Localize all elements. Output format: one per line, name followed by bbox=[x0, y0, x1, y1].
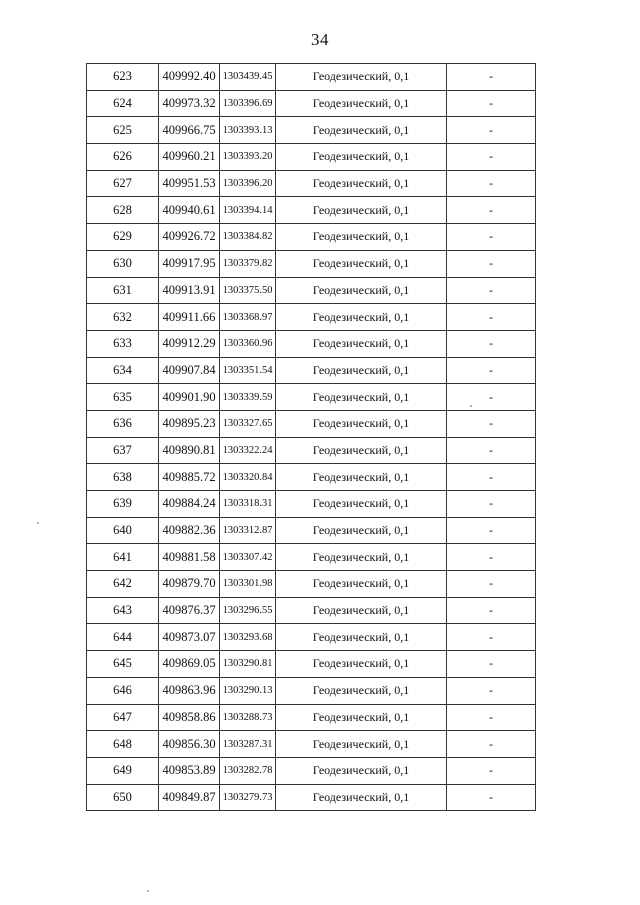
table-row bbox=[87, 144, 536, 171]
y-coordinate-cell: 1303301.98 bbox=[220, 571, 276, 598]
method-accuracy-cell: Геодезический, 0,1 bbox=[276, 464, 447, 491]
x-coordinate-cell: 409926.72 bbox=[159, 224, 220, 251]
x-coordinate-cell: 409960.21 bbox=[159, 144, 220, 171]
table-row bbox=[87, 651, 536, 678]
empty-value-cell: - bbox=[447, 357, 536, 384]
point-number-cell: 629 bbox=[87, 224, 159, 251]
x-coordinate-cell: 409951.53 bbox=[159, 170, 220, 197]
y-coordinate-cell: 1303307.42 bbox=[220, 544, 276, 571]
point-number-cell: 625 bbox=[87, 117, 159, 144]
y-coordinate-cell: 1303375.50 bbox=[220, 277, 276, 304]
scan-speck bbox=[470, 405, 472, 407]
y-coordinate-cell: 1303396.20 bbox=[220, 170, 276, 197]
table-row bbox=[87, 437, 536, 464]
empty-value-cell: - bbox=[447, 197, 536, 224]
x-coordinate-cell: 409973.32 bbox=[159, 90, 220, 117]
method-accuracy-cell: Геодезический, 0,1 bbox=[276, 491, 447, 518]
table-row bbox=[87, 64, 536, 91]
y-coordinate-cell: 1303279.73 bbox=[220, 784, 276, 811]
x-coordinate-cell: 409917.95 bbox=[159, 250, 220, 277]
y-coordinate-cell: 1303351.54 bbox=[220, 357, 276, 384]
x-coordinate-cell: 409895.23 bbox=[159, 410, 220, 437]
x-coordinate-cell: 409913.91 bbox=[159, 277, 220, 304]
x-coordinate-cell: 409992.40 bbox=[159, 64, 220, 91]
y-coordinate-cell: 1303320.84 bbox=[220, 464, 276, 491]
point-number-cell: 632 bbox=[87, 304, 159, 331]
x-coordinate-cell: 409885.72 bbox=[159, 464, 220, 491]
y-coordinate-cell: 1303288.73 bbox=[220, 704, 276, 731]
point-number-cell: 627 bbox=[87, 170, 159, 197]
y-coordinate-cell: 1303339.59 bbox=[220, 384, 276, 411]
table-row bbox=[87, 544, 536, 571]
method-accuracy-cell: Геодезический, 0,1 bbox=[276, 677, 447, 704]
x-coordinate-cell: 409890.81 bbox=[159, 437, 220, 464]
y-coordinate-cell: 1303368.97 bbox=[220, 304, 276, 331]
x-coordinate-cell: 409853.89 bbox=[159, 757, 220, 784]
table-row bbox=[87, 277, 536, 304]
table-row bbox=[87, 90, 536, 117]
method-accuracy-cell: Геодезический, 0,1 bbox=[276, 731, 447, 758]
point-number-cell: 644 bbox=[87, 624, 159, 651]
x-coordinate-cell: 409882.36 bbox=[159, 517, 220, 544]
y-coordinate-cell: 1303439.45 bbox=[220, 64, 276, 91]
empty-value-cell: - bbox=[447, 624, 536, 651]
y-coordinate-cell: 1303384.82 bbox=[220, 224, 276, 251]
y-coordinate-cell: 1303312.87 bbox=[220, 517, 276, 544]
method-accuracy-cell: Геодезический, 0,1 bbox=[276, 304, 447, 331]
y-coordinate-cell: 1303360.96 bbox=[220, 330, 276, 357]
method-accuracy-cell: Геодезический, 0,1 bbox=[276, 277, 447, 304]
method-accuracy-cell: Геодезический, 0,1 bbox=[276, 571, 447, 598]
empty-value-cell: - bbox=[447, 784, 536, 811]
x-coordinate-cell: 409911.66 bbox=[159, 304, 220, 331]
method-accuracy-cell: Геодезический, 0,1 bbox=[276, 117, 447, 144]
point-number-cell: 637 bbox=[87, 437, 159, 464]
point-number-cell: 642 bbox=[87, 571, 159, 598]
point-number-cell: 648 bbox=[87, 731, 159, 758]
empty-value-cell: - bbox=[447, 757, 536, 784]
x-coordinate-cell: 409912.29 bbox=[159, 330, 220, 357]
y-coordinate-cell: 1303396.69 bbox=[220, 90, 276, 117]
point-number-cell: 641 bbox=[87, 544, 159, 571]
scan-speck bbox=[37, 522, 39, 524]
empty-value-cell: - bbox=[447, 704, 536, 731]
method-accuracy-cell: Геодезический, 0,1 bbox=[276, 757, 447, 784]
table-row bbox=[87, 170, 536, 197]
y-coordinate-cell: 1303379.82 bbox=[220, 250, 276, 277]
empty-value-cell: - bbox=[447, 651, 536, 678]
method-accuracy-cell: Геодезический, 0,1 bbox=[276, 704, 447, 731]
point-number-cell: 626 bbox=[87, 144, 159, 171]
table-row bbox=[87, 731, 536, 758]
method-accuracy-cell: Геодезический, 0,1 bbox=[276, 64, 447, 91]
method-accuracy-cell: Геодезический, 0,1 bbox=[276, 517, 447, 544]
empty-value-cell: - bbox=[447, 544, 536, 571]
x-coordinate-cell: 409879.70 bbox=[159, 571, 220, 598]
method-accuracy-cell: Геодезический, 0,1 bbox=[276, 784, 447, 811]
method-accuracy-cell: Геодезический, 0,1 bbox=[276, 90, 447, 117]
table-row bbox=[87, 197, 536, 224]
x-coordinate-cell: 409966.75 bbox=[159, 117, 220, 144]
empty-value-cell: - bbox=[447, 491, 536, 518]
y-coordinate-cell: 1303282.78 bbox=[220, 757, 276, 784]
point-number-cell: 640 bbox=[87, 517, 159, 544]
table-row bbox=[87, 117, 536, 144]
table-row bbox=[87, 410, 536, 437]
y-coordinate-cell: 1303290.13 bbox=[220, 677, 276, 704]
y-coordinate-cell: 1303393.20 bbox=[220, 144, 276, 171]
method-accuracy-cell: Геодезический, 0,1 bbox=[276, 410, 447, 437]
y-coordinate-cell: 1303287.31 bbox=[220, 731, 276, 758]
method-accuracy-cell: Геодезический, 0,1 bbox=[276, 144, 447, 171]
table-row bbox=[87, 464, 536, 491]
method-accuracy-cell: Геодезический, 0,1 bbox=[276, 250, 447, 277]
page-number: 34 bbox=[311, 30, 329, 49]
point-number-cell: 634 bbox=[87, 357, 159, 384]
point-number-cell: 647 bbox=[87, 704, 159, 731]
x-coordinate-cell: 409884.24 bbox=[159, 491, 220, 518]
point-number-cell: 650 bbox=[87, 784, 159, 811]
y-coordinate-cell: 1303394.14 bbox=[220, 197, 276, 224]
empty-value-cell: - bbox=[447, 117, 536, 144]
coordinates-table-body bbox=[87, 64, 536, 811]
empty-value-cell: - bbox=[447, 330, 536, 357]
table-row bbox=[87, 704, 536, 731]
table-row bbox=[87, 597, 536, 624]
method-accuracy-cell: Геодезический, 0,1 bbox=[276, 437, 447, 464]
table-row bbox=[87, 250, 536, 277]
method-accuracy-cell: Геодезический, 0,1 bbox=[276, 170, 447, 197]
y-coordinate-cell: 1303290.81 bbox=[220, 651, 276, 678]
method-accuracy-cell: Геодезический, 0,1 bbox=[276, 224, 447, 251]
x-coordinate-cell: 409873.07 bbox=[159, 624, 220, 651]
empty-value-cell: - bbox=[447, 437, 536, 464]
table-row bbox=[87, 224, 536, 251]
empty-value-cell: - bbox=[447, 731, 536, 758]
x-coordinate-cell: 409856.30 bbox=[159, 731, 220, 758]
point-number-cell: 630 bbox=[87, 250, 159, 277]
y-coordinate-cell: 1303296.55 bbox=[220, 597, 276, 624]
table-row bbox=[87, 571, 536, 598]
x-coordinate-cell: 409881.58 bbox=[159, 544, 220, 571]
empty-value-cell: - bbox=[447, 170, 536, 197]
x-coordinate-cell: 409940.61 bbox=[159, 197, 220, 224]
y-coordinate-cell: 1303318.31 bbox=[220, 491, 276, 518]
x-coordinate-cell: 409901.90 bbox=[159, 384, 220, 411]
point-number-cell: 643 bbox=[87, 597, 159, 624]
point-number-cell: 639 bbox=[87, 491, 159, 518]
empty-value-cell: - bbox=[447, 304, 536, 331]
empty-value-cell: - bbox=[447, 464, 536, 491]
y-coordinate-cell: 1303327.65 bbox=[220, 410, 276, 437]
method-accuracy-cell: Геодезический, 0,1 bbox=[276, 651, 447, 678]
y-coordinate-cell: 1303293.68 bbox=[220, 624, 276, 651]
point-number-cell: 623 bbox=[87, 64, 159, 91]
table-row bbox=[87, 757, 536, 784]
table-row bbox=[87, 357, 536, 384]
x-coordinate-cell: 409863.96 bbox=[159, 677, 220, 704]
point-number-cell: 638 bbox=[87, 464, 159, 491]
point-number-cell: 649 bbox=[87, 757, 159, 784]
empty-value-cell: - bbox=[447, 410, 536, 437]
table-row bbox=[87, 304, 536, 331]
empty-value-cell: - bbox=[447, 597, 536, 624]
point-number-cell: 645 bbox=[87, 651, 159, 678]
method-accuracy-cell: Геодезический, 0,1 bbox=[276, 624, 447, 651]
scan-speck bbox=[147, 890, 149, 892]
point-number-cell: 624 bbox=[87, 90, 159, 117]
point-number-cell: 635 bbox=[87, 384, 159, 411]
point-number-cell: 646 bbox=[87, 677, 159, 704]
y-coordinate-cell: 1303393.13 bbox=[220, 117, 276, 144]
table-row bbox=[87, 384, 536, 411]
empty-value-cell: - bbox=[447, 677, 536, 704]
method-accuracy-cell: Геодезический, 0,1 bbox=[276, 384, 447, 411]
empty-value-cell: - bbox=[447, 90, 536, 117]
x-coordinate-cell: 409907.84 bbox=[159, 357, 220, 384]
point-number-cell: 636 bbox=[87, 410, 159, 437]
method-accuracy-cell: Геодезический, 0,1 bbox=[276, 544, 447, 571]
point-number-cell: 628 bbox=[87, 197, 159, 224]
point-number-cell: 631 bbox=[87, 277, 159, 304]
table-row bbox=[87, 784, 536, 811]
empty-value-cell: - bbox=[447, 250, 536, 277]
y-coordinate-cell: 1303322.24 bbox=[220, 437, 276, 464]
empty-value-cell: - bbox=[447, 224, 536, 251]
table-row bbox=[87, 517, 536, 544]
method-accuracy-cell: Геодезический, 0,1 bbox=[276, 357, 447, 384]
x-coordinate-cell: 409869.05 bbox=[159, 651, 220, 678]
empty-value-cell: - bbox=[447, 384, 536, 411]
empty-value-cell: - bbox=[447, 517, 536, 544]
x-coordinate-cell: 409858.86 bbox=[159, 704, 220, 731]
empty-value-cell: - bbox=[447, 277, 536, 304]
empty-value-cell: - bbox=[447, 64, 536, 91]
empty-value-cell: - bbox=[447, 144, 536, 171]
table-row bbox=[87, 330, 536, 357]
method-accuracy-cell: Геодезический, 0,1 bbox=[276, 330, 447, 357]
method-accuracy-cell: Геодезический, 0,1 bbox=[276, 597, 447, 624]
table-row bbox=[87, 624, 536, 651]
table-row bbox=[87, 677, 536, 704]
table-row bbox=[87, 491, 536, 518]
point-number-cell: 633 bbox=[87, 330, 159, 357]
method-accuracy-cell: Геодезический, 0,1 bbox=[276, 197, 447, 224]
x-coordinate-cell: 409849.87 bbox=[159, 784, 220, 811]
coordinates-table bbox=[86, 63, 536, 811]
empty-value-cell: - bbox=[447, 571, 536, 598]
x-coordinate-cell: 409876.37 bbox=[159, 597, 220, 624]
